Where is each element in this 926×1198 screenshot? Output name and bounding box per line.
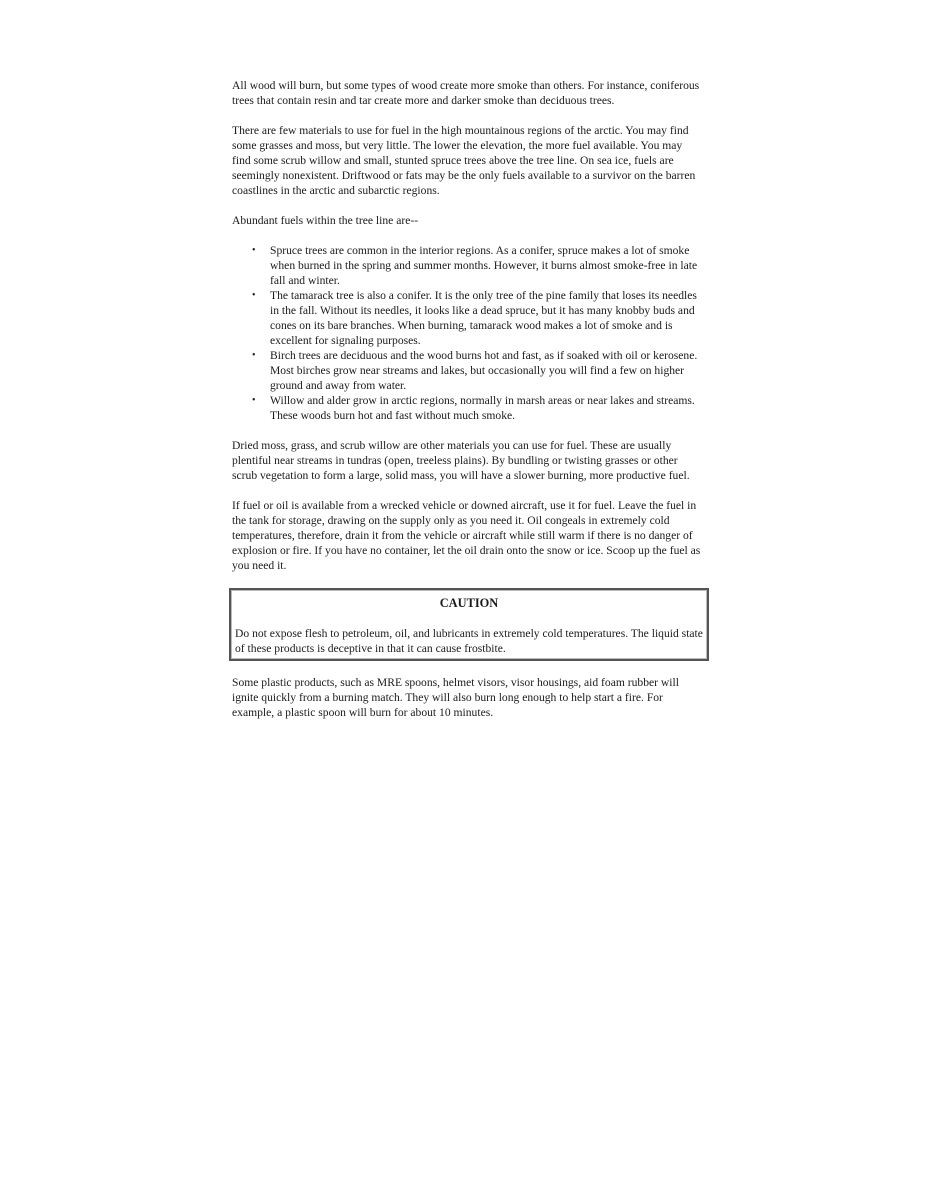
caution-box: [229, 588, 709, 661]
paragraph-mountain-fuel: There are few materials to use for fuel in the high mountainous regions of the arctic. You may find some grasses and moss, but very little. The lower the elevation, the more fuel available. You may find some scrub willow and small, stunted spruce trees above the tree line. On sea ice, fuels are seemingly nonexistent. Driftwood or fats may be the only fuels available to a survivor on the barren coastlines in the arctic and subarctic regions.: [232, 124, 696, 197]
paragraph-fuel-oil: If fuel or oil is available from a wrecked vehicle or downed aircraft, use it for fuel. Leave the fuel in the tank for storage, drawing on the supply only as you need it. Oil congeals in extremely cold temperatures, therefore, drain it from the vehicle or aircraft while still warm if there is no danger of explosion or fire. If you have no container, let the oil drain onto the snow or ice. Scoop up the fuel as you need it.: [232, 499, 701, 572]
paragraph-abundant-fuels-intro: Abundant fuels within the tree line are--: [232, 214, 419, 227]
bullet-icon: •: [252, 350, 256, 361]
fuel-bullet-list: [232, 243, 702, 423]
list-item: [232, 243, 702, 288]
list-item-text: The tamarack tree is also a conifer. It is the only tree of the pine family that loses its needles in the fall. Without its needles, it looks like a dead spruce, but it has many knobby buds and cones on its bare branches. When burning, tamarack wood makes a lot of smoke and is excellent for signaling purposes.: [270, 289, 697, 347]
paragraph-wood-smoke: All wood will burn, but some types of wood create more smoke than others. For instance, coniferous trees that contain resin and tar create more and darker smoke than deciduous trees.: [232, 79, 700, 107]
list-item-text: Birch trees are deciduous and the wood burns hot and fast, as if soaked with oil or kerosene. Most birches grow near streams and lakes, but occasionally you will find a few on higher ground and away from water.: [270, 349, 698, 392]
list-item: [232, 288, 702, 348]
caution-text: Do not expose flesh to petroleum, oil, and lubricants in extremely cold temperatures. The liquid state of these products is deceptive in that it can cause frostbite.: [235, 627, 703, 655]
list-item: [232, 348, 702, 393]
paragraph-moss-grass: Dried moss, grass, and scrub willow are other materials you can use for fuel. These are usually plentiful near streams in tundras (open, treeless plains). By bundling or twisting grasses or other scrub vegetation to form a large, solid mass, you will have a slower burning, more productive fuel.: [232, 439, 690, 482]
caution-title: CAUTION: [439, 596, 499, 610]
bullet-icon: •: [252, 395, 256, 406]
bullet-icon: •: [252, 290, 256, 301]
bullet-icon: •: [252, 245, 256, 256]
list-item-text: Spruce trees are common in the interior regions. As a conifer, spruce makes a lot of smoke when burned in the spring and summer months. However, it burns almost smoke-free in late fall and winter.: [270, 244, 698, 287]
paragraph-plastic-products: Some plastic products, such as MRE spoons, helmet visors, visor housings, aid foam rubber will ignite quickly from a burning match. They will also burn long enough to help start a fire. For example, a plastic spoon will burn for about 10 minutes.: [232, 676, 679, 719]
list-item: [232, 393, 702, 423]
document-page: [232, 78, 702, 735]
list-item-text: Willow and alder grow in arctic regions, normally in marsh areas or near lakes and streams. These woods burn hot and fast without much smoke.: [270, 394, 695, 422]
